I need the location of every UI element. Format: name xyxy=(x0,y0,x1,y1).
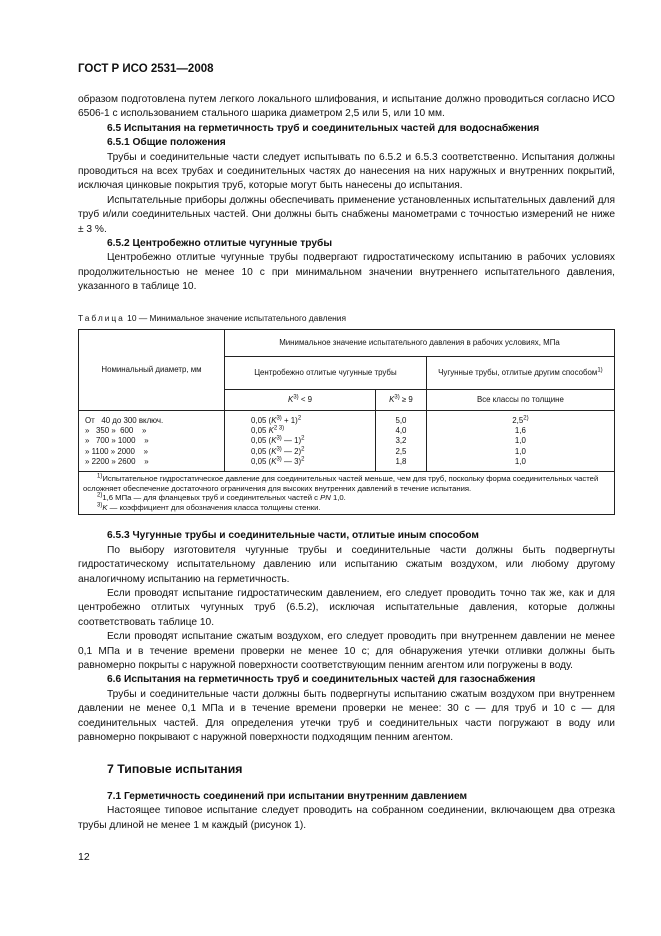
col-header-centrifugal: Центробежно отлитые чугунные трубы xyxy=(225,357,427,390)
page-header: ГОСТ Р ИСО 2531—2008 xyxy=(78,63,214,75)
table-row-value: 1,8 xyxy=(395,456,407,466)
col-header-k-ge-9: $K^{3)} \ge 9$ xyxy=(376,390,427,411)
paragraph-6-5-1-b: Испытательные приборы должны обеспечивать применение установленных испытательных давлений для труб и/или соединительных частей. Они должны быть снабжены манометрами с точностью измерений не ниже ± 3 %. xyxy=(78,194,615,235)
paragraph-6-5-3-a: По выбору изготовителя чугунные трубы и соединительные части должны быть подвергнуты гидростатическому испытательному давлению или испытанию сжатым воздухом, или любому другому аналогичному испытанию на герметичность. xyxy=(78,544,615,585)
heading-6-5-2: 6.5.2 Центробежно отлитые чугунные трубы xyxy=(107,238,333,250)
page-number: 12 xyxy=(78,851,90,863)
table-row-dn: » 1100 » 2000 » xyxy=(85,446,149,456)
page-body xyxy=(78,93,615,833)
heading-6-5-3: 6.5.3 Чугунные трубы и соединительные части, отлитые иным способом xyxy=(107,530,479,542)
table-row-value: 3,2 xyxy=(395,436,407,446)
heading-section-7: 7 Типовые испытания xyxy=(107,761,243,776)
table-row-value: 5,0 xyxy=(395,416,407,426)
table-row-formula: 0,05 ($K^{3)}$ — 3)$^2$ xyxy=(251,456,305,466)
table-row-dn: » 700 » 1000 » xyxy=(85,436,149,446)
table-row-dn: От 40 до 300 включ. xyxy=(85,416,164,426)
table-10 xyxy=(78,329,615,515)
table-row-value: 1,0 xyxy=(514,456,526,466)
col-header-k-less-9: $K^{3)} < 9$ xyxy=(225,390,376,411)
heading-6-5-1: 6.5.1 Общие положения xyxy=(107,137,226,149)
table-row-value: 1,0 xyxy=(514,436,526,446)
paragraph-6-5-3-b: Если проводят испытание гидростатическим давлением, его следует проводить точно так же, как и для центробежно отлитых чугунных труб (6.5.2), исключая испытательные давления, которые должны соответствовать таблице 10. xyxy=(78,588,615,628)
paragraph-7-1: Настоящее типовое испытание следует проводить на собранном соединении, включающем два отрезка трубы длиной не менее 1 м каждый (рисунок 1). xyxy=(78,805,615,831)
table-row-value: 1,0 xyxy=(514,446,526,456)
table-row-value: 4,0 xyxy=(395,426,407,436)
col-header-all-classes: Все классы по толщине xyxy=(426,390,614,411)
paragraph-6-5-1-a: Трубы и соединительные части следует испытывать по 6.5.2 и 6.5.3 соответственно. Испытания должны проводиться на всех трубах и соединительных частях до нанесения на них наружных и внутренних покрытий, исключая цинковые покрытия труб, которые могут быть нанесены до испытания. xyxy=(78,151,615,192)
heading-6-5: 6.5 Испытания на герметичность труб и соединительных частей для водоснабжения xyxy=(107,122,540,134)
heading-6-6: 6.6 Испытания на герметичность труб и соединительных частей для газоснабжения xyxy=(107,674,536,686)
table-row-value: 2,5$^{2)}$ xyxy=(512,415,529,426)
footnote-1: $^{1)}$Испытательное гидростатическое давление для соединительных частей меньше, чем для труб, поскольку форма соединительных частей осложняет обеспечение достаточного ограничения для высоких внутренних давлений в течение испытания. xyxy=(83,473,599,493)
cell-k-ge-9-values xyxy=(376,411,427,472)
cell-formulas xyxy=(225,411,376,472)
footnote-3: $^{3)}$K — коэффициент для обозначения класса толщины стенки. xyxy=(97,502,321,512)
table-row-dn: » 350 » 600 » xyxy=(85,426,147,436)
table-row-formula: 0,05 $K^{2 3)}$ xyxy=(251,425,285,436)
cell-other-values xyxy=(426,411,614,472)
col-header-other-method: Чугунные трубы, отлитые другим способом$^{1)}$ xyxy=(426,357,614,390)
cell-nominal-diameters xyxy=(79,411,225,472)
table-row-value: 1,6 xyxy=(514,426,526,436)
col-header-min-pressure: Минимальное значение испытательного давления в рабочих условиях, МПа xyxy=(225,330,615,357)
table-row-formula: 0,05 $(K^{3)} + 1)^2$ xyxy=(251,415,302,426)
table-row-formula: 0,05 ($K^{3)}$ — 2)$^2$ xyxy=(251,446,305,456)
table-row-formula: 0,05 ($K^{3)}$ — 1)$^2$ xyxy=(251,435,305,446)
paragraph-intro: образом подготовлена путем легкого локального шлифования, и испытание должно проводиться согласно ИСО 6506-1 с использованием стального шарика диаметром 2,5 или 5, или 10 мм. xyxy=(78,94,615,120)
table-footnotes xyxy=(79,472,615,515)
col-header-nominal-diameter: Номинальный диаметр, мм xyxy=(79,330,225,411)
table-row-value: 2,5 xyxy=(395,446,407,456)
table-row-dn: » 2200 » 2600 » xyxy=(85,456,149,466)
footnote-2: $^{2)}$1,6 МПа — для фланцевых труб и соединительных частей с PN 1,0. xyxy=(97,492,346,503)
paragraph-6-5-3-c: Если проводят испытание сжатым воздухом, его следует проводить при внутреннем давлении не менее 0,1 МПа и в течение времени проверки не менее 10 с; для обнаружения утечки отливки должны быть равномерно покрыты с наружной поверхности соответствующим пенним агентом или погружены в воду. xyxy=(78,631,615,672)
paragraph-6-5-2: Центробежно отлитые чугунные трубы подвергают гидростатическому испытанию в рабочих условиях продолжительностью не менее 10 с при минимальном значении внутреннего испытательного давления, указанного в таблице 10. xyxy=(78,252,615,293)
paragraph-6-6: Трубы и соединительные части должны быть подвергнуты испытанию сжатым воздухом при внутреннем давлении не менее 0,1 МПа и в течение времени проверки не менее: 30 с — для труб и 10 с — для соединительных частей. Для определения утечки труб и соединительных части погружают в воду или равномерно покрывают с наружной поверхности подходящим пенним агентом. xyxy=(78,688,615,744)
heading-7-1: 7.1 Герметичность соединений при испытании внутренним давлением xyxy=(107,790,468,802)
table-caption: Таблица 10 — Минимальное значение испытательного давления xyxy=(78,312,346,323)
